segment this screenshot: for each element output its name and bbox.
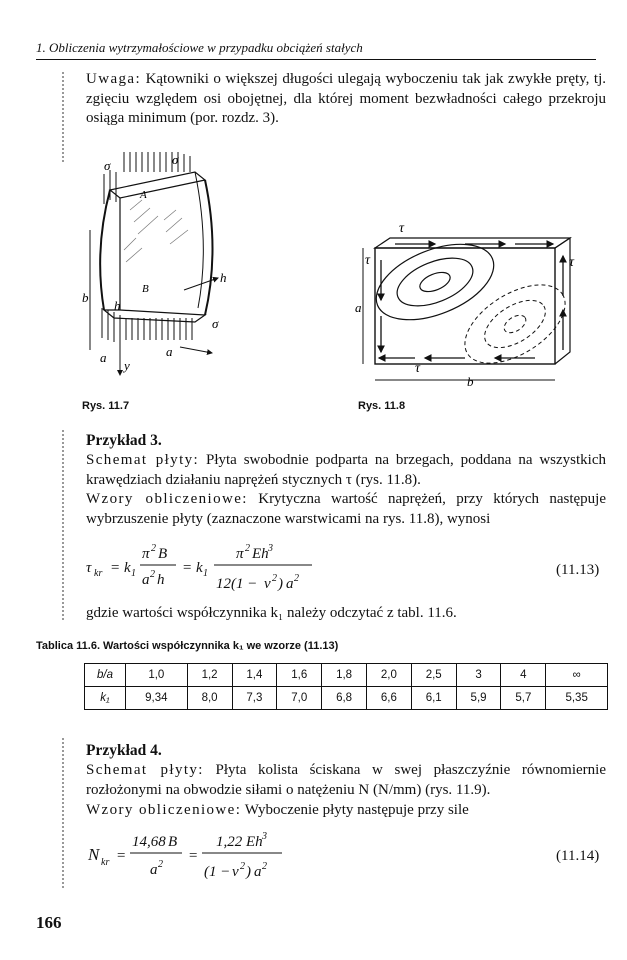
label-b: b	[82, 290, 89, 305]
example4-formulas	[86, 801, 606, 821]
svg-text:=: =	[182, 560, 193, 576]
svg-text:): )	[278, 576, 283, 592]
svg-text:2: 2	[262, 861, 267, 872]
label-sigma-bottom: σ	[212, 316, 219, 331]
formula-11-14	[86, 824, 306, 890]
hatching	[124, 200, 188, 262]
example4-title: Przykład 4.	[86, 742, 162, 759]
svg-text:Eh: Eh	[246, 834, 263, 850]
svg-text:): )	[246, 864, 251, 880]
top-edge-plate	[110, 172, 205, 198]
svg-text:3: 3	[262, 831, 267, 842]
formula-11-13	[86, 538, 326, 600]
running-header: 1. Obliczenia wytrzymałościowe w przypadku obciążeń stałych	[36, 40, 596, 60]
formulas-label: Wzory obliczeniowe:	[86, 491, 248, 507]
svg-text:N: N	[88, 845, 100, 864]
label-a: a	[355, 300, 362, 315]
label-point-b: B	[142, 283, 149, 295]
table-cell: 1,0	[126, 664, 188, 687]
table-header-cell: b/a	[85, 664, 126, 687]
svg-text:3: 3	[268, 543, 273, 554]
coefficient-table	[84, 663, 608, 710]
note-paragraph	[86, 70, 606, 129]
table-cell: 8,0	[187, 687, 232, 710]
contour-lines-dashed	[452, 269, 579, 379]
svg-text:=: =	[110, 560, 121, 576]
caption-fig-11-7: Rys. 11.7	[82, 400, 130, 412]
table-caption: Tablica 11.6. Wartości współczynnika k₁ we wzorze (11.13)	[36, 640, 339, 652]
svg-text:Eh: Eh	[252, 546, 269, 562]
buckled-flange-edge	[100, 190, 110, 310]
table-row	[85, 687, 608, 710]
plate-front	[375, 248, 555, 364]
schema-label: Schemat płyty:	[86, 762, 204, 778]
table-cell: 7,0	[277, 687, 322, 710]
svg-text:2: 2	[150, 569, 155, 580]
note-text: Kątowniki o większej długości ulegają wyboczeniu tak jak zwykłe pręty, tj. zgięciu względem osi obojętnej, dla której moment bezwładności całego przekroju osiąga minimum (por. rozdz. 3).	[86, 71, 607, 126]
table-cell: 1,6	[277, 664, 322, 687]
note-label: Uwaga:	[86, 71, 142, 87]
formulas-text: Wyboczenie płyty następuje przy sile	[244, 802, 469, 818]
svg-text:12(1 −: 12(1 −	[216, 576, 258, 592]
table-cell: 2,0	[366, 664, 411, 687]
svg-text:(1 −: (1 −	[204, 864, 231, 880]
svg-text:2: 2	[272, 573, 277, 584]
margin-bar	[62, 72, 64, 162]
svg-text:2: 2	[240, 861, 245, 872]
buckled-plate-edge	[205, 180, 213, 315]
eq-number-11-13: (11.13)	[556, 562, 600, 578]
label-sigma-top: σ	[104, 158, 111, 173]
caption-fig-11-8: Rys. 11.8	[358, 400, 406, 412]
figure-11-8	[355, 220, 585, 390]
svg-text:h: h	[157, 572, 165, 588]
svg-text:π: π	[236, 546, 244, 562]
svg-text:14,68: 14,68	[132, 834, 166, 850]
table-cell: 5,9	[456, 687, 501, 710]
svg-text:2: 2	[151, 543, 156, 554]
label-point-a: A	[140, 189, 147, 201]
table-cell: 6,6	[366, 687, 411, 710]
svg-text:a: a	[142, 572, 150, 588]
table-cell: 6,1	[411, 687, 456, 710]
svg-text:B: B	[168, 834, 178, 850]
svg-text:1: 1	[131, 568, 136, 579]
svg-text:a: a	[254, 864, 262, 880]
plate-top-face	[375, 238, 570, 248]
svg-text:=: =	[188, 848, 199, 864]
svg-text:=: =	[116, 848, 127, 864]
svg-text:a: a	[286, 576, 294, 592]
svg-text:1,22: 1,22	[216, 834, 243, 850]
table-cell: 1,8	[322, 664, 367, 687]
schema-label: Schemat płyty:	[86, 452, 200, 468]
table-cell: 1,2	[187, 664, 232, 687]
example4-schema	[86, 761, 606, 800]
margin-bar	[62, 738, 64, 888]
label-h-right: h	[220, 270, 227, 285]
contour-lines-solid	[366, 229, 505, 335]
label-tau-right: τ	[569, 255, 575, 270]
svg-text:B: B	[158, 546, 168, 562]
svg-text:τ: τ	[86, 560, 92, 576]
eq-number-11-14: (11.14)	[556, 848, 600, 864]
svg-text:1: 1	[203, 568, 208, 579]
table-header-cell: k₁	[85, 687, 126, 710]
example3-schema	[86, 451, 606, 490]
table-cell: 5,7	[501, 687, 546, 710]
example3-formulas	[86, 490, 606, 529]
label-b: b	[467, 374, 474, 389]
label-sigma-left: σ	[172, 152, 179, 167]
svg-text:ν: ν	[232, 864, 239, 880]
figure-11-7	[80, 150, 250, 390]
schema-text: Płyta kolista ściskana w swej płaszczyźnie równomiernie rozłożonymi na obwodzie siłami o natężeniu N (N/mm) (rys. 11.9).	[86, 762, 606, 798]
label-h-left: h	[114, 298, 121, 313]
label-tau-top: τ	[399, 221, 405, 236]
svg-text:k: k	[124, 560, 131, 576]
formulas-text: Krytyczna wartość naprężeń, przy których następuje wybrzuszenie płyty (zaznaczone warstwicami na rys. 11.8), wynosi	[86, 491, 607, 527]
page-number: 166	[36, 913, 62, 932]
svg-text:2: 2	[245, 543, 250, 554]
margin-bar	[62, 430, 64, 620]
example3-after-text: gdzie wartości współczynnika k₁ należy odczytać z tabl. 11.6.	[86, 605, 457, 621]
svg-text:ν: ν	[264, 576, 271, 592]
label-a-bottom: a	[166, 344, 173, 359]
svg-text:a: a	[150, 862, 158, 878]
svg-text:π: π	[142, 546, 150, 562]
formulas-label: Wzory obliczeniowe:	[86, 802, 242, 818]
svg-text:2: 2	[158, 859, 163, 870]
dimension-a	[180, 347, 212, 353]
label-tau-left: τ	[365, 253, 371, 268]
table-cell: 9,34	[126, 687, 188, 710]
svg-text:kr: kr	[94, 568, 103, 579]
table-cell: 7,3	[232, 687, 277, 710]
table-cell: 4	[501, 664, 546, 687]
table-cell: 1,4	[232, 664, 277, 687]
table-cell: 5,35	[546, 687, 608, 710]
example3-title: Przykład 3.	[86, 432, 162, 449]
label-tau-bottom: τ	[415, 361, 421, 376]
svg-text:k: k	[196, 560, 203, 576]
schema-text: Płyta swobodnie podparta na brzegach, poddana na wszystkich krawędziach działaniu naprężeń stycznych τ (rys. 11.8).	[86, 452, 607, 488]
label-a-diag: a	[100, 350, 107, 365]
table-cell: ∞	[546, 664, 608, 687]
table-cell: 3	[456, 664, 501, 687]
label-y: y	[124, 358, 130, 373]
table-cell: 2,5	[411, 664, 456, 687]
table-cell: 6,8	[322, 687, 367, 710]
table-row	[85, 664, 608, 687]
svg-text:kr: kr	[101, 857, 110, 868]
svg-text:2: 2	[294, 573, 299, 584]
